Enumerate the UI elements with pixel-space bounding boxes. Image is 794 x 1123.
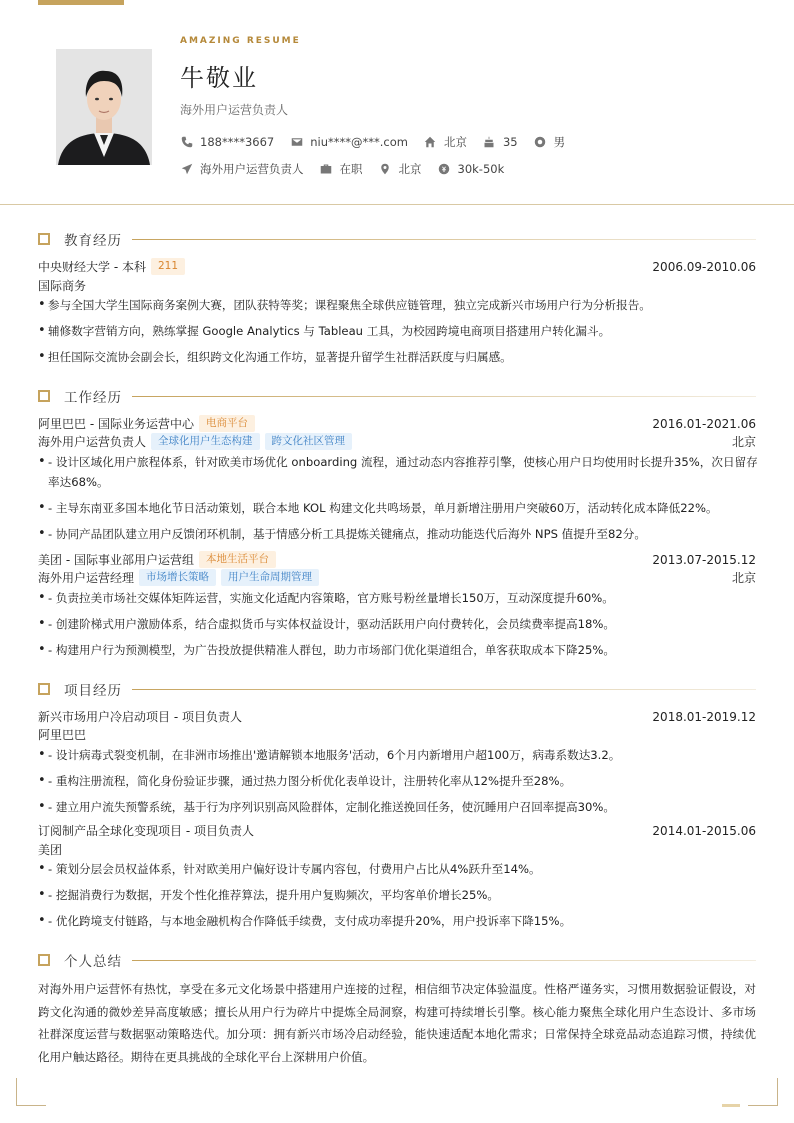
section-label: 教育经历 <box>64 233 122 249</box>
work-city: 北京 <box>731 435 756 449</box>
gender-icon <box>534 136 547 149</box>
target-city: 北京 <box>398 162 422 176</box>
work-date: 2016.01-2021.06 <box>652 416 756 431</box>
salary-info <box>438 162 505 176</box>
corner-ornament-left <box>16 1078 46 1106</box>
gender-info <box>534 134 566 150</box>
list-item: • - 建立用户流失预警系统，基于行为序列识别高风险群体，定制化推送挽回任务，使沉睡用户召回率提高30%。 <box>38 797 758 817</box>
section-label: 工作经历 <box>64 390 122 406</box>
list-item: • - 策划分层会员权益体系，针对欧美用户偏好设计专属内容包，付费用户占比从4%跃升至14%。 <box>38 859 758 879</box>
target-position: 海外用户运营负责人 <box>200 162 304 176</box>
corner-ornament-right <box>748 1078 778 1106</box>
resume-header <box>0 0 794 205</box>
summary-section-title <box>38 951 756 969</box>
profile-photo <box>56 49 152 165</box>
section-square-icon <box>38 954 50 966</box>
location-icon <box>379 163 392 176</box>
phone-number: 188****3667 <box>200 135 275 149</box>
work-bullets <box>38 588 758 666</box>
role-tag: 全球化用户生态构建 <box>151 433 260 450</box>
list-item: • - 负责拉美市场社交媒体矩阵运营，实施文化适配内容策略，官方账号粉丝量增长150万，互动深度提升60%。 <box>38 588 758 608</box>
education-bullets <box>38 295 758 373</box>
summary-text: 对海外用户运营怀有热忱，享受在多元文化场景中搭建用户连接的过程，相信细节决定体验温度。性格严谨务实，习惯用数据验证假设，对跨文化沟通的微妙差异高度敏感；擅长从用户行为碎片中提炼全局洞察，构建可持续增长引擎。核心能力聚焦全球化用户生态设计、多市场社群深度运营与数据驱动策略迭代。加分项：拥有新兴市场冷启动经验，能快速适配本地化需求；日常保持全球竞品动态追踪习惯，持续优化用户触达路径。期待在更具挑战的全球化平台上深耕用户价值。 <box>38 982 756 1064</box>
project-date: 2014.01-2015.06 <box>652 823 756 838</box>
section-divider <box>132 396 756 397</box>
education-row <box>38 258 756 275</box>
project-date: 2018.01-2019.12 <box>652 709 756 724</box>
gender-value: 男 <box>553 135 566 149</box>
briefcase-icon <box>320 163 333 176</box>
email-address: niu****@***.com <box>310 135 408 149</box>
brand-label: AMAZING RESUME <box>180 36 301 46</box>
list-item: • - 主导东南亚多国本地化节日活动策划，联合本地 KOL 构建文化共鸣场景，单月新增注册用户突破60万，活动转化成本降低22%。 <box>38 498 758 518</box>
list-item: • - 创建阶梯式用户激励体系，结合虚拟货币与实体权益设计，驱动活跃用户向付费转化，会员续费率提高18%。 <box>38 614 758 634</box>
expected-salary: 30k-50k <box>457 162 505 176</box>
footer-accent <box>722 1104 740 1107</box>
work-role-row <box>38 433 756 450</box>
residence-info <box>424 134 467 150</box>
job-status: 在职 <box>339 162 363 176</box>
list-item: • - 优化跨境支付链路，与本地金融机构合作降低手续费，支付成功率提升20%，用户投诉率下降15%。 <box>38 911 758 931</box>
school-tag: 211 <box>151 258 185 275</box>
project-bullets <box>38 859 758 937</box>
salary-icon <box>438 163 451 176</box>
target-position-info <box>180 161 304 177</box>
candidate-name: 牛敬业 <box>180 64 258 92</box>
work-role-row <box>38 569 756 586</box>
education-section-title <box>38 230 756 248</box>
list-item: • 辅修数字营销方向，熟练掌握 Google Analytics 与 Tableau 工具，为校园跨境电商项目搭建用户转化漏斗。 <box>38 321 758 341</box>
company-name: 阿里巴巴 - 国际业务运营中心 <box>38 417 194 431</box>
project-title: 订阅制产品全球化变现项目 - 项目负责人 <box>38 824 254 838</box>
industry-tag: 本地生活平台 <box>199 551 276 568</box>
job-status-info <box>320 161 363 177</box>
education-date: 2006.09-2010.06 <box>652 259 756 274</box>
residence-city: 北京 <box>443 135 467 149</box>
work-company-row <box>38 415 756 432</box>
home-icon <box>424 136 437 149</box>
role-tag: 市场增长策略 <box>139 569 216 586</box>
project-row <box>38 708 756 725</box>
section-label: 项目经历 <box>64 683 122 699</box>
company-name: 美团 - 国际事业部用户运营组 <box>38 553 194 567</box>
work-bullets <box>38 452 758 550</box>
mail-icon <box>290 136 303 149</box>
phone-icon <box>180 136 193 149</box>
job-role: 海外用户运营负责人 <box>38 435 147 449</box>
email-info <box>290 135 408 149</box>
school-name: 中央财经大学 - 本科 <box>38 260 146 274</box>
projects-section-title <box>38 680 756 698</box>
work-section-title <box>38 387 756 405</box>
education-major: 国际商务 <box>38 279 87 293</box>
section-divider <box>132 689 756 690</box>
work-date: 2013.07-2015.12 <box>652 552 756 567</box>
job-intent-row <box>180 161 520 177</box>
age-value: 35 <box>502 135 518 149</box>
project-bullets <box>38 745 758 823</box>
send-icon <box>180 163 193 176</box>
candidate-title: 海外用户运营负责人 <box>180 103 289 117</box>
section-square-icon <box>38 390 50 402</box>
project-title: 新兴市场用户冷启动项目 - 项目负责人 <box>38 710 242 724</box>
role-tag: 跨文化社区管理 <box>265 433 353 450</box>
industry-tag: 电商平台 <box>199 415 255 432</box>
list-item: • - 挖掘消费行为数据，开发个性化推荐算法，提升用户复购频次，平均客单价增长25%。 <box>38 885 758 905</box>
age-info <box>483 135 518 149</box>
project-org: 美团 <box>38 843 63 857</box>
work-company-row <box>38 551 756 568</box>
list-item: • - 设计区域化用户旅程体系，针对欧美市场优化 onboarding 流程，通过动态内容推荐引擎，使核心用户日均使用时长提升35%，次日留存率达68%。 <box>38 452 758 492</box>
section-divider <box>132 960 756 961</box>
target-city-info <box>379 161 422 177</box>
section-square-icon <box>38 233 50 245</box>
role-tag: 用户生命周期管理 <box>221 569 319 586</box>
list-item: • - 构建用户行为预测模型，为广告投放提供精准人群包，助力市场部门优化渠道组合，单客获取成本下降25%。 <box>38 640 758 660</box>
section-label: 个人总结 <box>64 954 122 970</box>
job-role: 海外用户运营经理 <box>38 571 135 585</box>
list-item: • - 协同产品团队建立用户反馈闭环机制，基于情感分析工具提炼关键痛点，推动功能迭代后海外 NPS 值提升至82分。 <box>38 524 758 544</box>
list-item: • 参与全国大学生国际商务案例大赛，团队获特等奖；课程聚焦全球供应链管理，独立完成新兴市场用户行为分析报告。 <box>38 295 758 315</box>
list-item: • - 重构注册流程，简化身份验证步骤，通过热力图分析优化表单设计，注册转化率从12%提升至28%。 <box>38 771 758 791</box>
contact-info-row <box>180 134 581 150</box>
project-row <box>38 822 756 839</box>
cake-icon <box>483 136 496 149</box>
section-square-icon <box>38 683 50 695</box>
project-org: 阿里巴巴 <box>38 728 87 742</box>
list-item: • 担任国际交流协会副会长，组织跨文化沟通工作坊，显著提升留学生社群活跃度与归属感。 <box>38 347 758 367</box>
work-city: 北京 <box>731 571 756 585</box>
phone-info <box>180 135 274 149</box>
list-item: • - 设计病毒式裂变机制，在非洲市场推出'邀请解锁本地服务'活动，6个月内新增用户超100万，病毒系数达3.2。 <box>38 745 758 765</box>
section-divider <box>132 239 756 240</box>
